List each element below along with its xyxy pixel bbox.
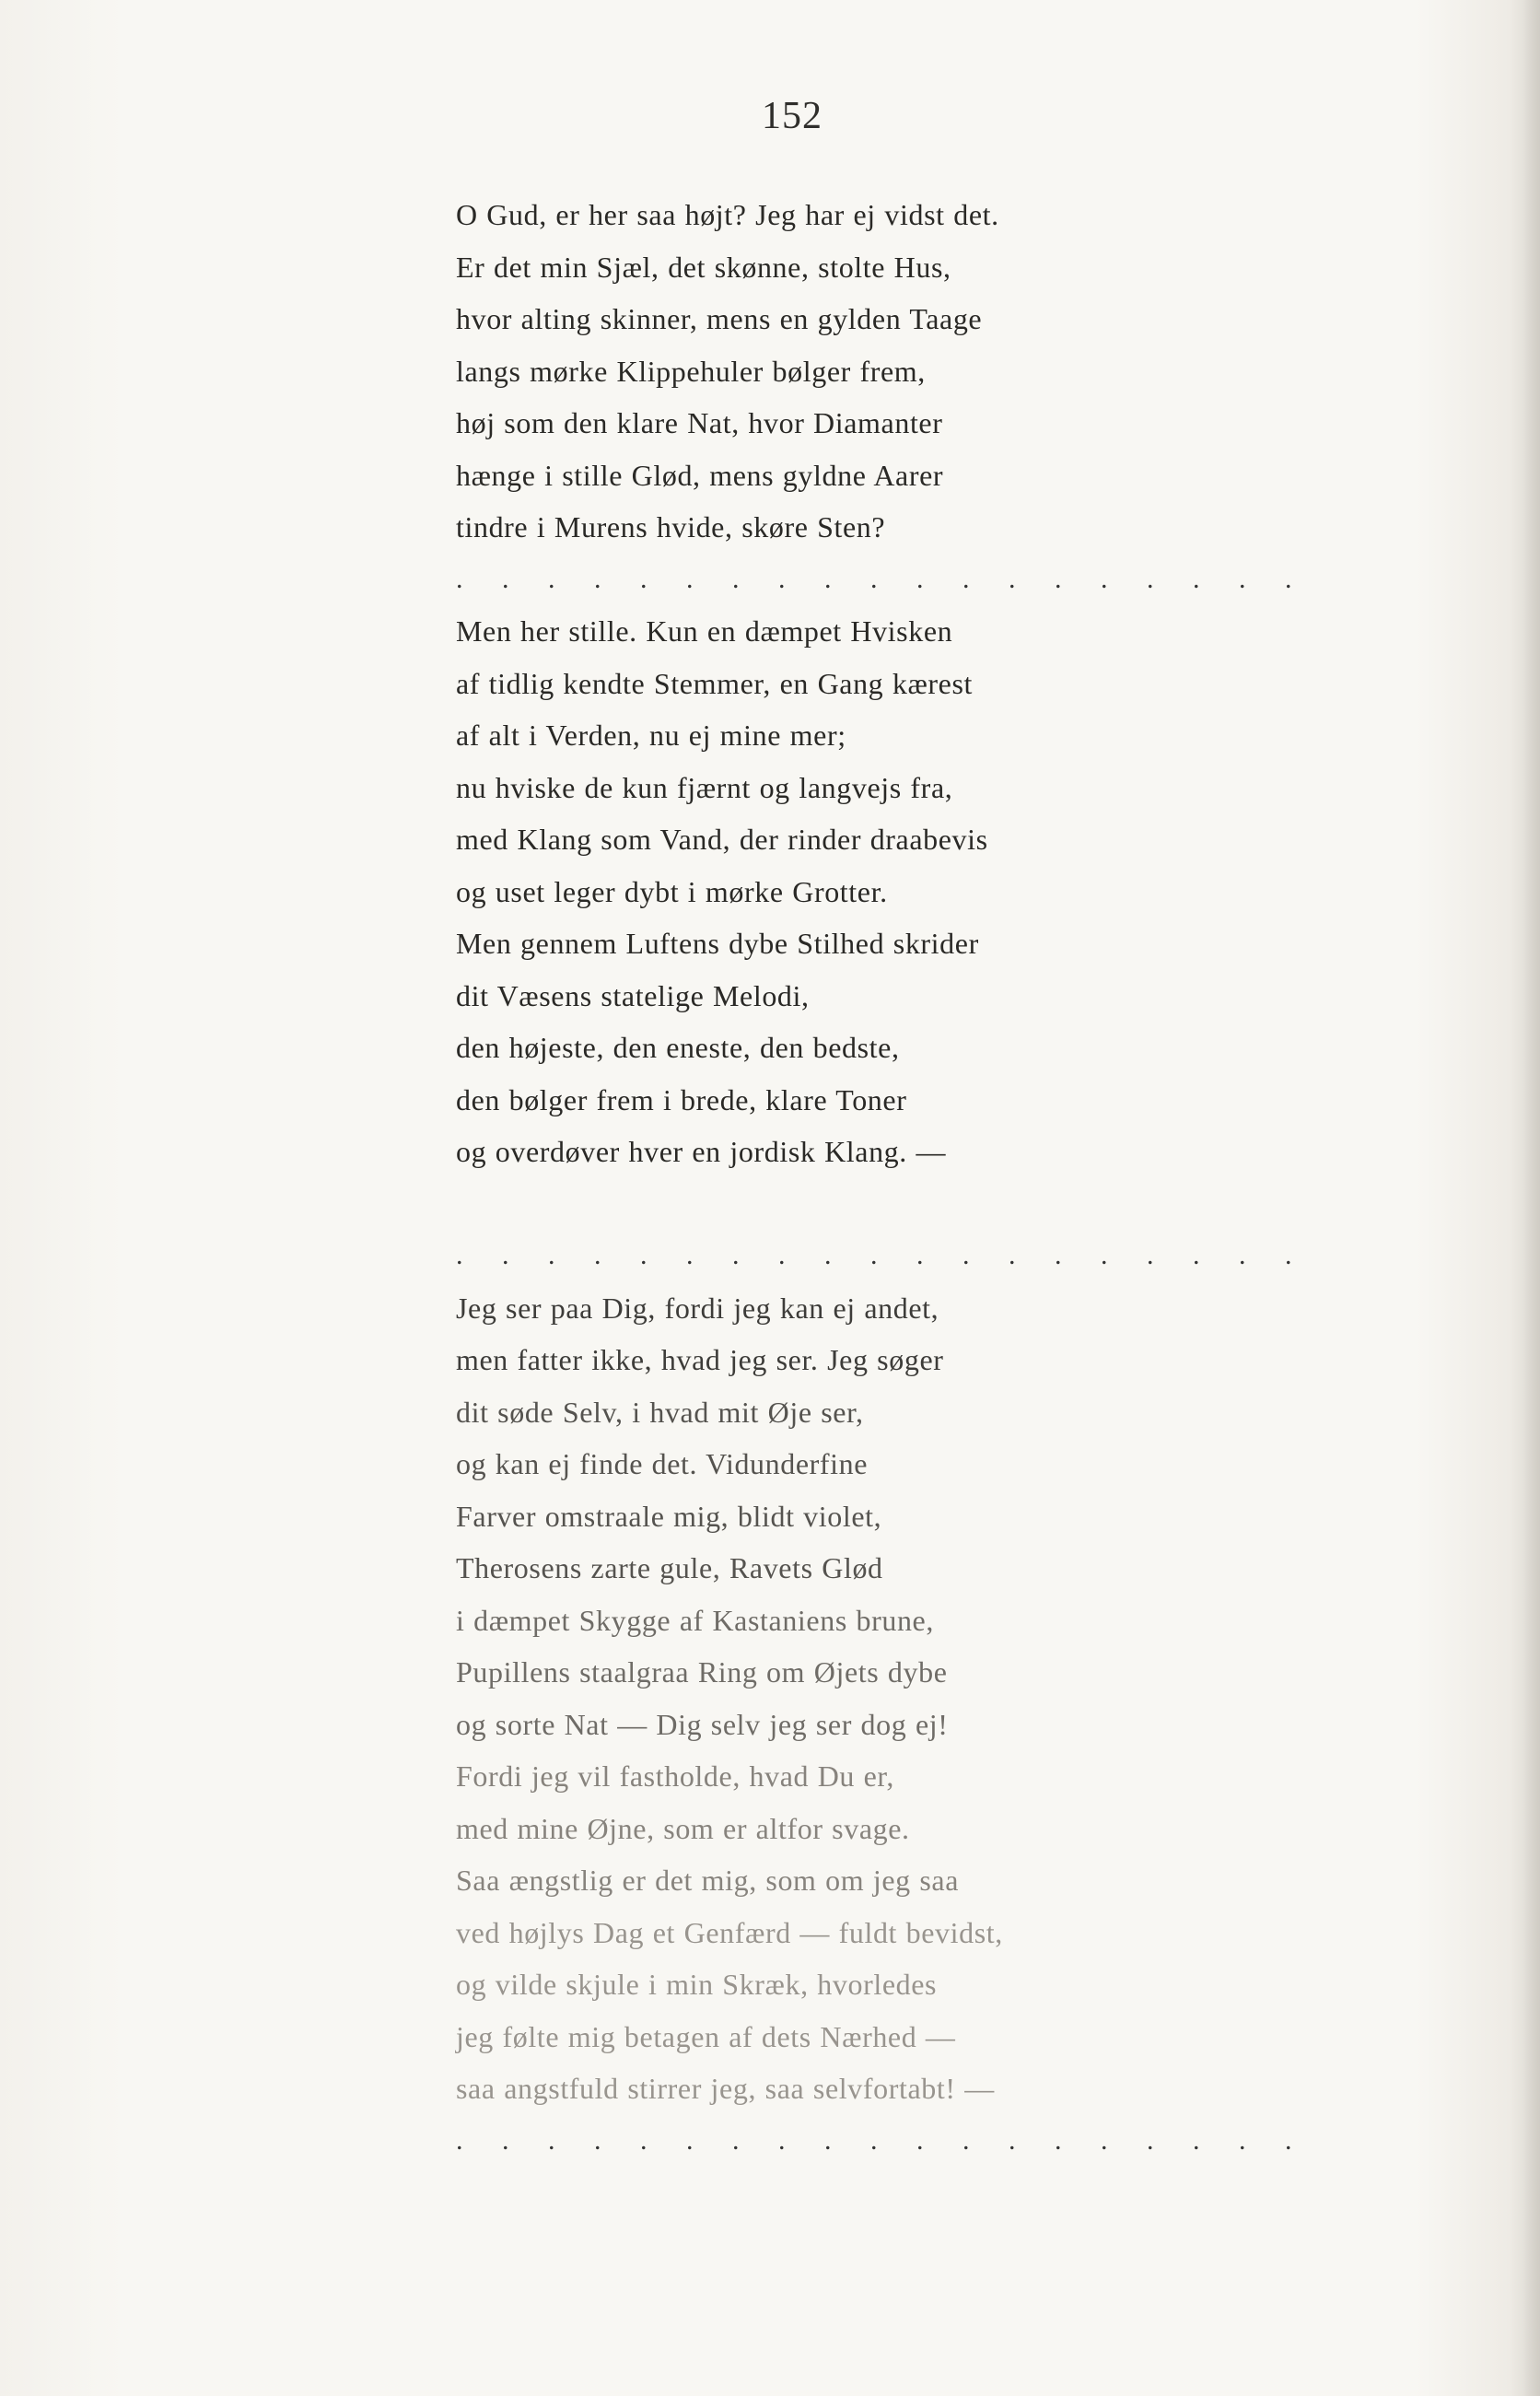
poem-text xyxy=(456,189,1308,2167)
poem-line: den bølger frem i brede, klare Toner xyxy=(456,1082,907,1116)
poem-line: nu hviske de kun fjærnt og langvejs fra, xyxy=(456,770,953,804)
poem-line: og kan ej finde det. Vidunderfine xyxy=(456,1447,869,1480)
poem-line: i dæmpet Skygge af Kastaniens brune, xyxy=(456,1603,934,1637)
poem-line: og sorte Nat — Dig selv jeg ser dog ej! xyxy=(456,1707,949,1741)
section-separator: . . . . . . . . . . . . . . . . . . . xyxy=(456,2124,1308,2156)
poem-line: og overdøver hver en jordisk Klang. — xyxy=(456,1135,947,1168)
poem-line: og vilde skjule i min Skræk, hvorledes xyxy=(456,1968,938,2001)
poem-line: af tidlig kendte Stemmer, en Gang kærest xyxy=(456,666,974,700)
poem-line: med mine Øjne, som er altfor svage. xyxy=(456,1811,910,1845)
page-edge-shadow xyxy=(1523,0,1540,2396)
poem-line: med Klang som Vand, der rinder draabevis xyxy=(456,823,988,856)
poem-line: Fordi jeg vil fastholde, hvad Du er, xyxy=(456,1759,895,1793)
poem-line: ved højlys Dag et Genfærd — fuldt bevidst, xyxy=(456,1915,1003,1949)
poem-line xyxy=(456,1178,1193,1231)
poem-line: den højeste, den eneste, den bedste, xyxy=(456,1031,900,1064)
poem-line: jeg følte mig betagen af dets Nærhed — xyxy=(456,2019,956,2053)
poem-line: dit søde Selv, i hvad mit Øje ser, xyxy=(456,1395,864,1429)
section-separator: . . . . . . . . . . . . . . . . . . . xyxy=(456,563,1308,594)
poem-line: dit Væsens statelige Melodi, xyxy=(456,978,810,1012)
poem-line: Farver omstraale mig, blidt violet, xyxy=(456,1499,882,1533)
poem-line: O Gud, er her saa højt? Jeg har ej vidst det. xyxy=(456,198,999,231)
poem-line: men fatter ikke, hvad jeg ser. Jeg søger xyxy=(456,1343,944,1376)
poem-line: og uset leger dybt i mørke Grotter. xyxy=(456,874,888,908)
poem-line: Men her stille. Kun en dæmpet Hvisken xyxy=(456,614,953,648)
poem-line: saa angstfuld stirrer jeg, saa selvfortabt! — xyxy=(456,2072,995,2105)
page-number: 152 xyxy=(762,95,822,137)
poem-line: hænge i stille Glød, mens gyldne Aarer xyxy=(456,458,944,492)
poem-line: Er det min Sjæl, det skønne, stolte Hus, xyxy=(456,250,951,284)
poem-line: hvor alting skinner, mens en gylden Taage xyxy=(456,302,983,335)
poem-line: Pupillens staalgraa Ring om Øjets dybe xyxy=(456,1655,948,1689)
poem-line: langs mørke Klippehuler bølger frem, xyxy=(456,354,926,388)
poem-line: tindre i Murens hvide, skøre Sten? xyxy=(456,510,886,543)
poem-line: Saa ængstlig er det mig, som om jeg saa xyxy=(456,1864,959,1897)
poem-line: Men gennem Luftens dybe Stilhed skrider xyxy=(456,927,979,960)
poem-line: høj som den klare Nat, hvor Diamanter xyxy=(456,406,943,439)
poem-line: Jeg ser paa Dig, fordi jeg kan ej andet, xyxy=(456,1291,939,1325)
section-separator: . . . . . . . . . . . . . . . . . . . xyxy=(456,1240,1308,1270)
poem-line: Therosens zarte gule, Ravets Glød xyxy=(456,1551,883,1584)
poem-line: af alt i Verden, nu ej mine mer; xyxy=(456,719,846,752)
